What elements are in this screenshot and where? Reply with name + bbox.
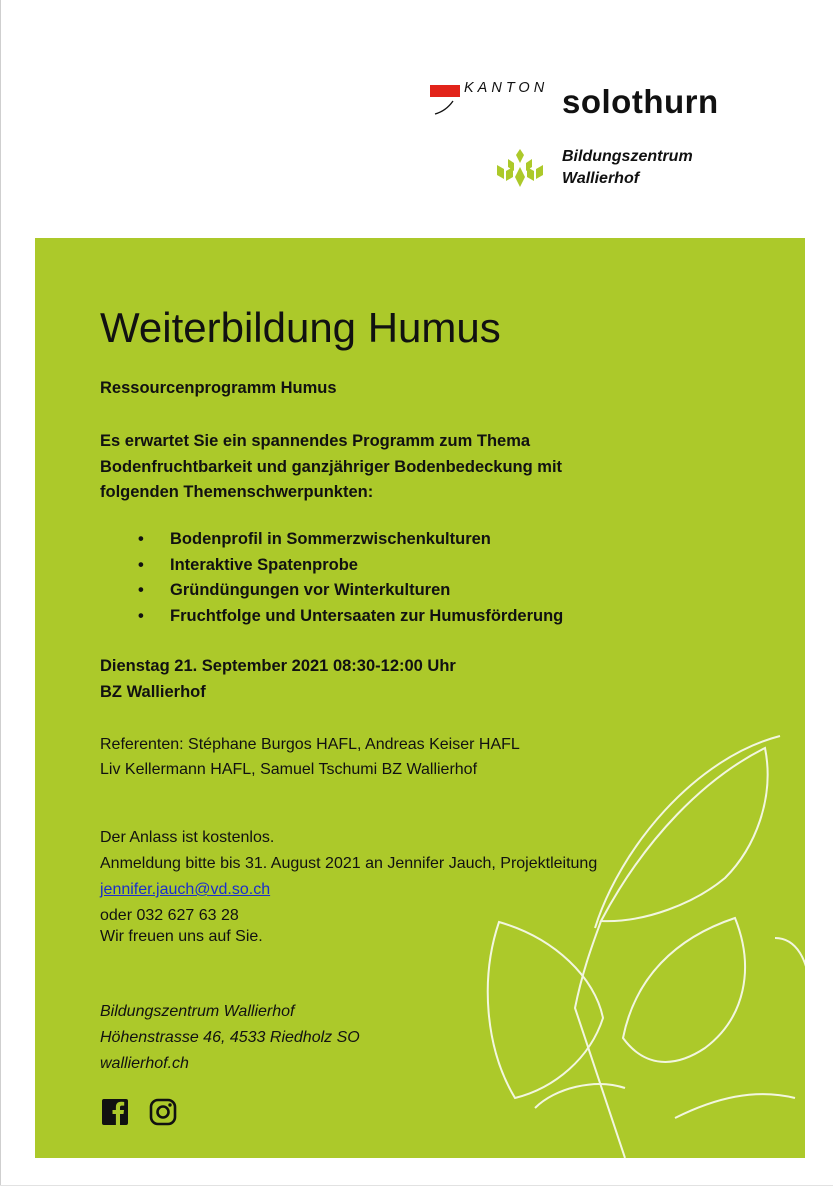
topics-list xyxy=(100,527,563,629)
bullet-icon: • xyxy=(138,530,144,548)
logo-swoosh-icon xyxy=(434,99,460,115)
event-datetime: Dienstag 21. September 2021 08:30-12:00 Uhr xyxy=(100,657,456,675)
institution-name-line2: Wallierhof xyxy=(562,170,640,187)
topic-label: Bodenprofil in Sommerzwischenkulturen xyxy=(170,530,491,548)
bildungszentrum-logo xyxy=(494,145,754,197)
intro-line: Bodenfruchtbarkeit und ganzjähriger Bodenbedeckung mit xyxy=(100,457,563,476)
website-link[interactable]: wallierhof.ch xyxy=(100,1055,189,1072)
list-item xyxy=(100,578,563,604)
registration-note: Anmeldung bitte bis 31. August 2021 an Jennifer Jauch, Projektleitung xyxy=(100,855,598,872)
kanton-word: KANTON xyxy=(464,80,549,96)
topic-label: Gründüngungen vor Winterkulturen xyxy=(170,581,451,599)
bullet-icon: • xyxy=(138,606,144,625)
event-location: BZ Wallierhof xyxy=(100,682,206,701)
topic-label: Fruchtfolge und Untersaaten zur Humusförderung xyxy=(170,606,564,625)
bullet-icon: • xyxy=(138,555,144,574)
cost-note: Der Anlass ist kostenlos. xyxy=(100,829,275,846)
page-edge-left xyxy=(0,0,1,1186)
list-item xyxy=(100,553,563,579)
program-subtitle: Ressourcenprogramm Humus xyxy=(100,379,337,397)
topic-label: Interaktive Spatenprobe xyxy=(170,555,358,574)
greeting-text: Wir freuen uns auf Sie. xyxy=(100,928,263,945)
wheat-leaves-icon xyxy=(494,147,544,189)
intro-line: folgenden Themenschwerpunkten: xyxy=(100,483,374,501)
bullet-icon: • xyxy=(138,581,144,599)
facebook-icon[interactable] xyxy=(100,1097,130,1127)
address-block xyxy=(100,999,360,1077)
list-item xyxy=(100,604,563,630)
canton-name: solothurn xyxy=(562,83,719,120)
registration-info xyxy=(100,825,597,929)
contact-line xyxy=(100,877,597,929)
event-details xyxy=(100,654,456,705)
institution-name xyxy=(562,146,693,190)
page-title: Weiterbildung Humus xyxy=(100,304,501,351)
intro-text xyxy=(100,429,562,506)
canton-flag-icon xyxy=(430,85,460,97)
speakers-line: Referenten: Stéphane Burgos HAFL, Andreas Keiser HAFL xyxy=(100,736,520,753)
speakers-text xyxy=(100,732,520,782)
instagram-icon[interactable] xyxy=(148,1097,178,1127)
list-item xyxy=(100,527,563,553)
institution-name-line1: Bildungszentrum xyxy=(562,148,693,165)
kanton-solothurn-logo xyxy=(428,72,778,128)
speakers-line: Liv Kellermann HAFL, Samuel Tschumi BZ Wallierhof xyxy=(100,761,478,778)
green-content-panel xyxy=(35,238,805,1158)
email-link[interactable]: jennifer.jauch@vd.so.ch xyxy=(100,881,271,898)
social-links xyxy=(100,1097,178,1127)
intro-line: Es erwartet Sie ein spannendes Programm zum Thema xyxy=(100,432,531,450)
address-line: Bildungszentrum Wallierhof xyxy=(100,1003,295,1020)
contact-phone: oder 032 627 63 28 xyxy=(100,907,239,924)
address-line: Höhenstrasse 46, 4533 Riedholz SO xyxy=(100,1029,360,1046)
